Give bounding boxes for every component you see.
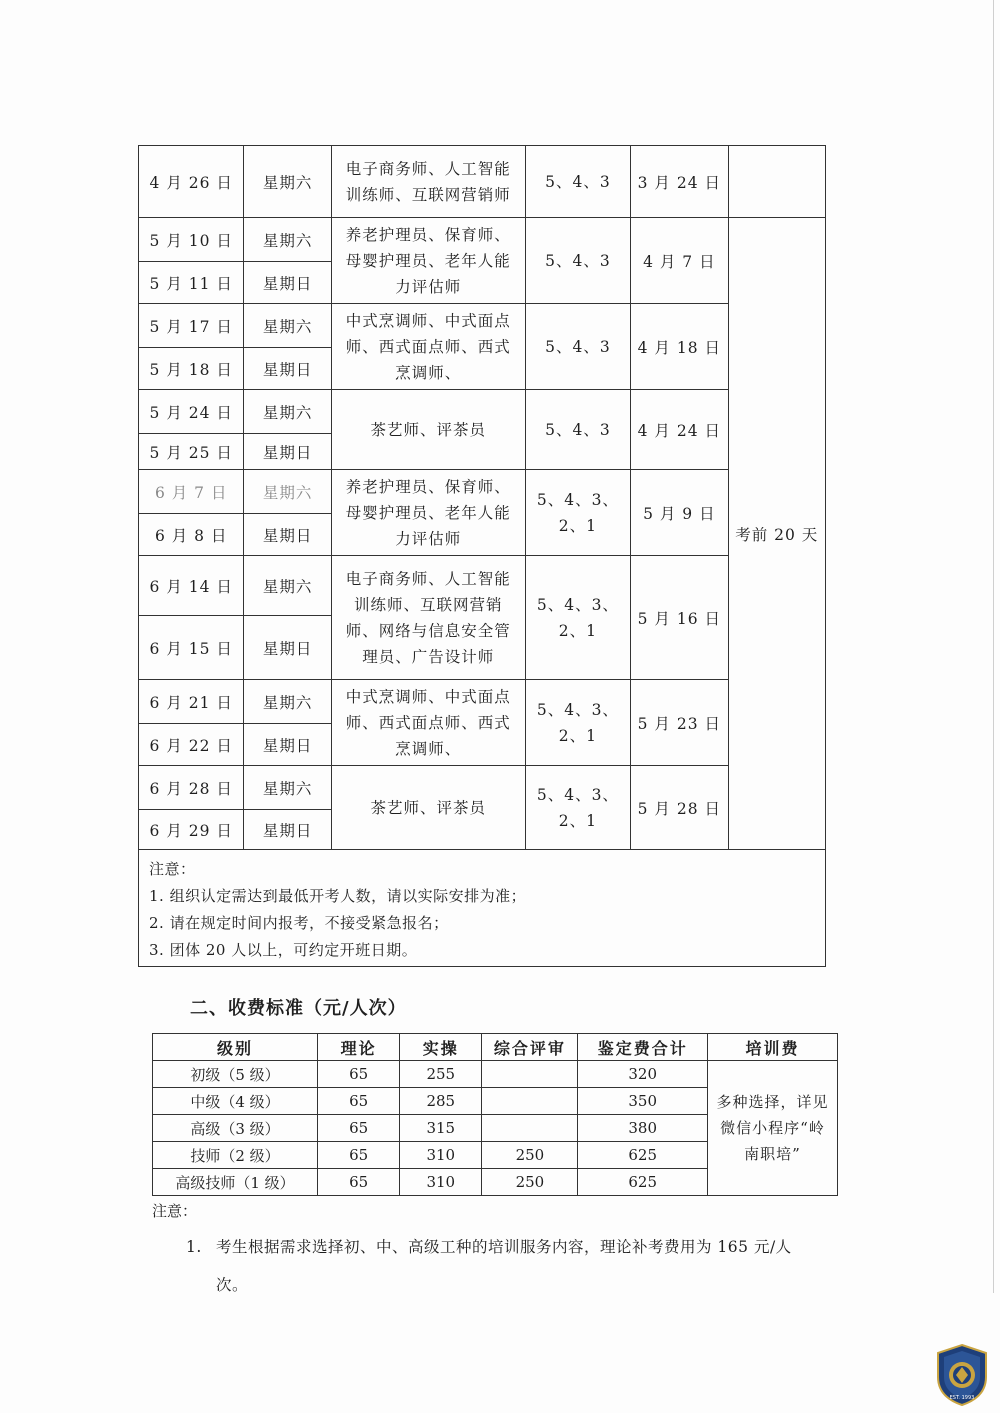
fee-standard-table	[152, 1033, 838, 1196]
theory-cell: 65	[318, 1169, 400, 1196]
column-header: 鉴定费合计	[578, 1034, 708, 1061]
level-list: 5、4、3、2、1	[525, 680, 630, 766]
column-header: 培训费	[707, 1034, 837, 1061]
level-cell: 中级（4 级）	[153, 1088, 318, 1115]
total-cell: 380	[578, 1115, 708, 1142]
fee-note-item	[186, 1228, 846, 1304]
table-row	[139, 390, 826, 434]
theory-cell: 65	[318, 1115, 400, 1142]
column-header: 实操	[400, 1034, 482, 1061]
exam-date: 5 月 25 日	[139, 434, 244, 470]
training-fee-cell: 多种选择，详见微信小程序“岭南职培”	[707, 1061, 837, 1196]
registration-deadline: 4 月 18 日	[631, 304, 728, 390]
level-list: 5、4、3	[525, 218, 630, 304]
organization-logo	[934, 1343, 990, 1407]
review-cell	[482, 1088, 578, 1115]
weekday: 星期日	[244, 514, 331, 556]
profession-list: 养老护理员、保育师、母婴护理员、老年人能力评估师	[331, 470, 525, 556]
notes-label: 注意：	[149, 860, 196, 878]
review-cell: 250	[482, 1142, 578, 1169]
table-row	[139, 850, 826, 967]
note-number: 1.	[186, 1238, 202, 1256]
weekday: 星期六	[244, 146, 331, 218]
total-cell: 350	[578, 1088, 708, 1115]
exam-date: 6 月 28 日	[139, 766, 244, 810]
registration-deadline: 5 月 23 日	[631, 680, 728, 766]
total-cell: 320	[578, 1061, 708, 1088]
weekday: 星期六	[244, 470, 331, 514]
fee-notes-label: 注意：	[152, 1202, 198, 1220]
total-cell: 625	[578, 1142, 708, 1169]
level-list: 5、4、3	[525, 390, 630, 470]
level-list: 5、4、3	[525, 146, 630, 218]
registration-deadline: 4 月 7 日	[631, 218, 728, 304]
table-row	[139, 680, 826, 724]
table-row	[139, 218, 826, 262]
weekday: 星期日	[244, 262, 331, 304]
profession-list: 电子商务师、人工智能训练师、互联网营销师、网络与信息安全管理员、广告设计师	[331, 556, 525, 680]
registration-deadline: 5 月 9 日	[631, 470, 728, 556]
note-text-continued: 次。	[216, 1276, 249, 1294]
note-item: 1. 组织认定需达到最低开考人数，请以实际安排为准；	[149, 887, 527, 905]
table-row	[139, 766, 826, 810]
level-cell: 技师（2 级）	[153, 1142, 318, 1169]
level-cell: 高级（3 级）	[153, 1115, 318, 1142]
registration-deadline: 4 月 24 日	[631, 390, 728, 470]
note-item: 2. 请在规定时间内报考，不接受紧急报名；	[149, 914, 449, 932]
level-cell: 初级（5 级）	[153, 1061, 318, 1088]
exam-date: 5 月 11 日	[139, 262, 244, 304]
practice-cell: 255	[400, 1061, 482, 1088]
review-cell: 250	[482, 1169, 578, 1196]
weekday: 星期日	[244, 434, 331, 470]
weekday: 星期六	[244, 218, 331, 262]
empty-note-cell	[728, 146, 825, 218]
theory-cell: 65	[318, 1088, 400, 1115]
practice-cell: 310	[400, 1169, 482, 1196]
exam-date: 6 月 22 日	[139, 724, 244, 766]
practice-cell: 285	[400, 1088, 482, 1115]
exam-date: 6 月 29 日	[139, 810, 244, 850]
level-list: 5、4、3、2、1	[525, 470, 630, 556]
registration-deadline: 5 月 16 日	[631, 556, 728, 680]
profession-list: 中式烹调师、中式面点师、西式面点师、西式烹调师、	[331, 680, 525, 766]
exam-schedule-table	[138, 145, 826, 967]
profession-list: 茶艺师、评茶员	[331, 390, 525, 470]
exam-date: 6 月 8 日	[139, 514, 244, 556]
exam-date: 6 月 7 日	[139, 470, 244, 514]
profession-list: 电子商务师、人工智能训练师、互联网营销师	[331, 146, 525, 218]
level-list: 5、4、3、2、1	[525, 766, 630, 850]
level-list: 5、4、3	[525, 304, 630, 390]
level-list: 5、4、3、2、1	[525, 556, 630, 680]
table-row	[139, 146, 826, 218]
page-edge	[993, 0, 994, 1293]
weekday: 星期日	[244, 348, 331, 390]
practice-cell: 315	[400, 1115, 482, 1142]
weekday: 星期六	[244, 390, 331, 434]
total-cell: 625	[578, 1169, 708, 1196]
exam-date: 5 月 24 日	[139, 390, 244, 434]
weekday: 星期六	[244, 680, 331, 724]
theory-cell: 65	[318, 1142, 400, 1169]
registration-deadline: 5 月 28 日	[631, 766, 728, 850]
profession-list: 中式烹调师、中式面点师、西式面点师、西式烹调师、	[331, 304, 525, 390]
theory-cell: 65	[318, 1061, 400, 1088]
table-row	[139, 470, 826, 514]
weekday: 星期六	[244, 304, 331, 348]
column-header: 理论	[318, 1034, 400, 1061]
profession-list: 茶艺师、评茶员	[331, 766, 525, 850]
weekday: 星期六	[244, 766, 331, 810]
exam-date: 5 月 10 日	[139, 218, 244, 262]
exam-date: 6 月 21 日	[139, 680, 244, 724]
table-row	[153, 1061, 838, 1088]
table-row	[139, 304, 826, 348]
exam-date: 6 月 14 日	[139, 556, 244, 616]
table-header-row	[153, 1034, 838, 1061]
level-cell: 高级技师（1 级）	[153, 1169, 318, 1196]
table-row	[139, 556, 826, 616]
deadline-note: 考前 20 天	[728, 218, 825, 850]
exam-date: 5 月 17 日	[139, 304, 244, 348]
exam-date: 6 月 15 日	[139, 616, 244, 680]
review-cell	[482, 1115, 578, 1142]
review-cell	[482, 1061, 578, 1088]
weekday: 星期日	[244, 810, 331, 850]
note-item: 3. 团体 20 人以上，可约定开班日期。	[149, 941, 418, 959]
column-header: 级别	[153, 1034, 318, 1061]
registration-deadline: 3 月 24 日	[631, 146, 728, 218]
exam-date: 4 月 26 日	[139, 146, 244, 218]
schedule-notes	[139, 850, 826, 967]
exam-date: 5 月 18 日	[139, 348, 244, 390]
logo-text: EST. 1993	[949, 1395, 975, 1401]
weekday: 星期日	[244, 724, 331, 766]
column-header: 综合评审	[482, 1034, 578, 1061]
note-text: 考生根据需求选择初、中、高级工种的培训服务内容，理论补考费用为 165 元/人	[216, 1238, 792, 1256]
weekday: 星期日	[244, 616, 331, 680]
section-title: 二、收费标准（元/人次）	[190, 998, 407, 1019]
weekday: 星期六	[244, 556, 331, 616]
profession-list: 养老护理员、保育师、母婴护理员、老年人能力评估师	[331, 218, 525, 304]
practice-cell: 310	[400, 1142, 482, 1169]
